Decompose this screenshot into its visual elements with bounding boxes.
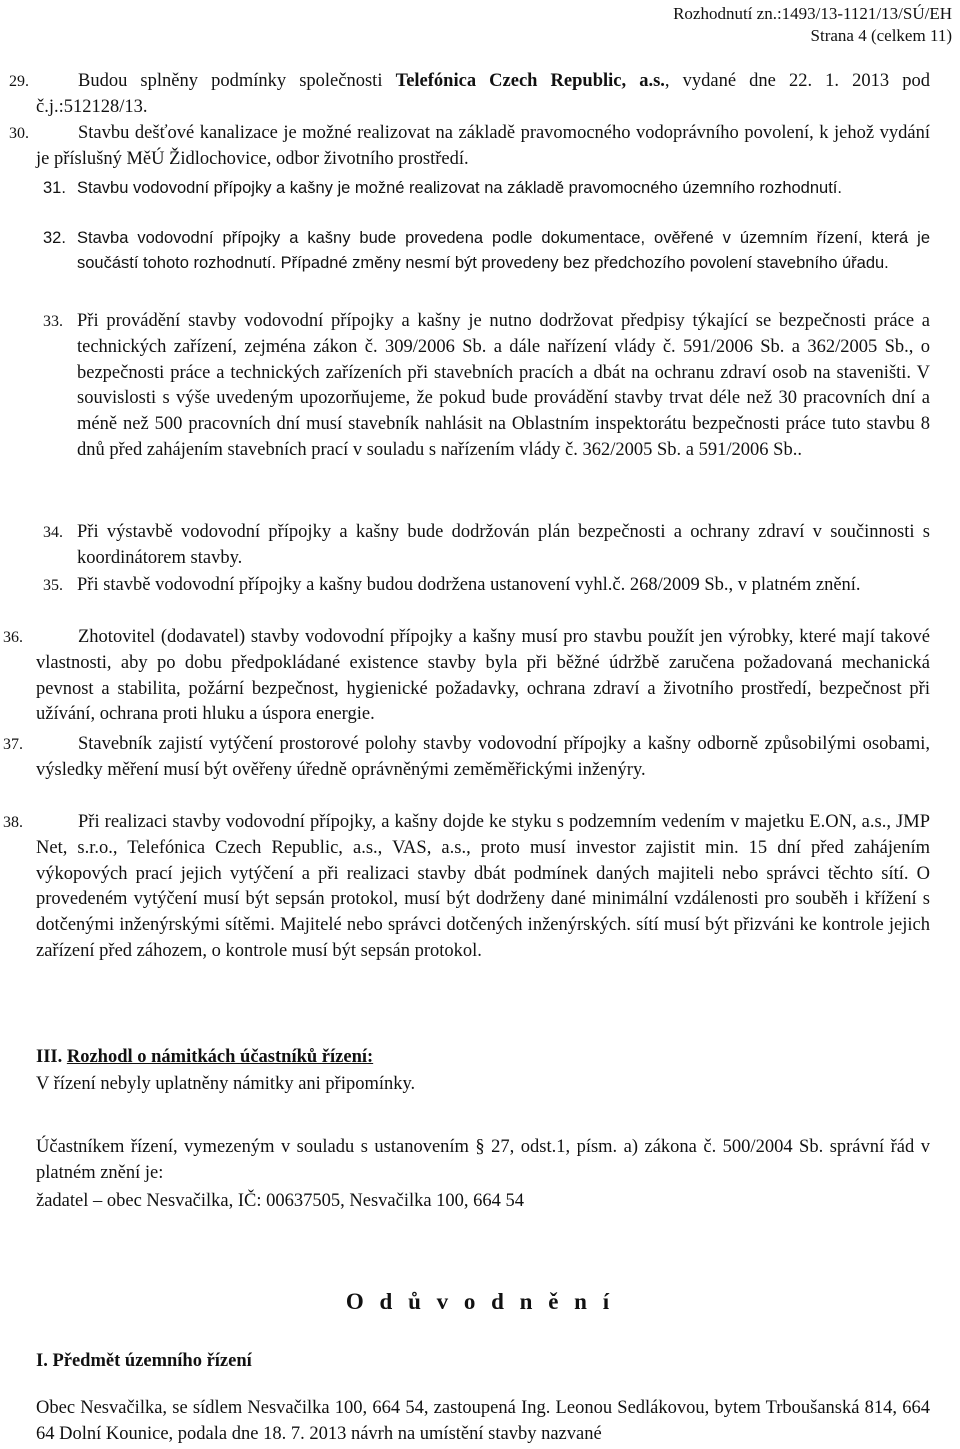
item-number: 30. (9, 125, 29, 142)
condition-item: Stavebník zajistí vytýčení prostorové polohy stavby vodovodní přípojky a kašny odborně způsobilými osobami, výsledky měření musí být ověřeny úředně oprávněnými zeměměřickými inženýry. (36, 734, 930, 780)
item-number: 34. (43, 524, 63, 541)
condition-item: Stavbu dešťové kanalizace je možné realizovat na základě pravomocného vodoprávního povolení, k jehož vydání je příslušný MěÚ Židlochovice, odbor životního prostředí. (36, 123, 930, 169)
condition-item: Stavbu vodovodní přípojky a kašny je možné realizovat na základě pravomocného územního rozhodnutí. (77, 179, 842, 197)
objections-text: V řízení nebyly uplatněny námitky ani připomínky. (36, 1074, 416, 1094)
item-number: 37. (3, 736, 23, 753)
condition-item: Zhotovitel (dodavatel) stavby vodovodní přípojky a kašny musí pro stavbu použít jen výrobky, které mají takové vlastnosti, aby po dobu předpokládané existence stavby byla při běžné údržbě zaručena požadovaná mechanická pevnost a stabilita, požární bezpečnost, hygienické požadavky, ochrana zdraví a životního prostředí, bezpečnost při užívání, ochrana proti hluku a úspora energie. (36, 627, 930, 725)
item-number: 32. (43, 229, 66, 247)
section-heading-objections: III. Rozhodl o námitkách účastníků řízení: (36, 1047, 374, 1067)
page-header (673, 3, 952, 47)
item-number: 33. (43, 313, 63, 330)
participants-paragraph: Účastníkem řízení, vymezeným v souladu s ustanovením § 27, odst.1, písm. a) zákona č. 500/2004 Sb. správní řád v platném znění je: (36, 1137, 930, 1183)
item-number: 29. (9, 73, 29, 90)
item-number: 35. (43, 577, 63, 594)
subject-paragraph: Obec Nesvačilka, se sídlem Nesvačilka 100, 664 54, zastoupená Ing. Leonou Sedlákovou, bytem Trboušanská 814, 664 64 Dolní Kounice, podala dne 18. 7. 2013 návrh na umístění stavby nazvané (36, 1398, 930, 1444)
item-number: 38. (3, 814, 23, 831)
condition-item: Při realizaci stavby vodovodní přípojky, a kašny dojde ke styku s podzemním vedením v majetku E.ON, a.s., JMP Net, s.r.o., Telefónica Czech Republic, a.s., VAS, a.s., proto musí investor zajistit min. 15 dní před zahájením výkopových prací jejich vytýčení a při realizaci stavby dbát podmínek daných majiteli nebo správci těchto sítí. O provedeném vytýčení musí být sepsán protokol, musí být dodrženy dané minimální vzdálenosti pro souběh i křížení s dotčenými inženýrskými sítěmi. Majitelé nebo správci dotčených inženýrských. sítí musí být přizváni ke kontrole jejich zařízení před záhozem, o kontrole musí být sepsán protokol. (36, 812, 930, 961)
condition-item: Při stavbě vodovodní přípojky a kašny budou dodržena ustanovení vyhl.č. 268/2009 Sb., v platném znění. (77, 575, 861, 595)
condition-item: Při výstavbě vodovodní přípojky a kašny bude dodržován plán bezpečnosti a ochrany zdraví v součinnosti s koordinátorem stavby. (77, 522, 930, 568)
item-number: 36. (3, 629, 23, 646)
condition-item: Při provádění stavby vodovodní přípojky a kašny je nutno dodržovat předpisy týkající se bezpečnosti práce a technických zařízení, zejména zákon č. 309/2006 Sb. a dále nařízení vlády č. 591/2006 Sb. a 362/2005 Sb., o bezpečnosti práce a technických zařízeních při stavebních pracích a dbát na ochranu zdraví osob na staveništi. V souvislosti s výše uvedeným upozorňujeme, že pokud bude provádění stavby trvat déle než 30 pracovních dní a méně než 500 pracovních dní musí stavebník nahlásit na Oblastním inspektorátu bezpečnosti práce tuto stavbu 8 dnů před zahájením stavebních prací v souladu s nařízením vlády č. 362/2005 Sb. a 591/2006 Sb.. (77, 311, 930, 460)
reasoning-title: O d ů v o d n ě n í (345, 1289, 615, 1314)
decision-reference: Rozhodnutí zn.:1493/13-1121/13/SÚ/EH (673, 4, 952, 23)
item-number: 31. (43, 179, 66, 197)
section-heading-subject: I. Předmět územního řízení (36, 1351, 252, 1371)
condition-item: Budou splněny podmínky společnosti Telefónica Czech Republic, a.s., vydané dne 22. 1. 2013 pod č.j.:512128/13. (36, 71, 930, 117)
page-number: Strana 4 (celkem 11) (810, 26, 952, 45)
company-name: Telefónica Czech Republic, a.s. (395, 71, 665, 91)
condition-item: Stavba vodovodní přípojky a kašny bude provedena podle dokumentace, ověřené v územním řízení, která je součástí tohoto rozhodnutí. Případné změny nesmí být provedeny bez předchozího povolení stavebního úřadu. (77, 229, 930, 272)
applicant-line: žadatel – obec Nesvačilka, IČ: 00637505, Nesvačilka 100, 664 54 (36, 1191, 525, 1211)
